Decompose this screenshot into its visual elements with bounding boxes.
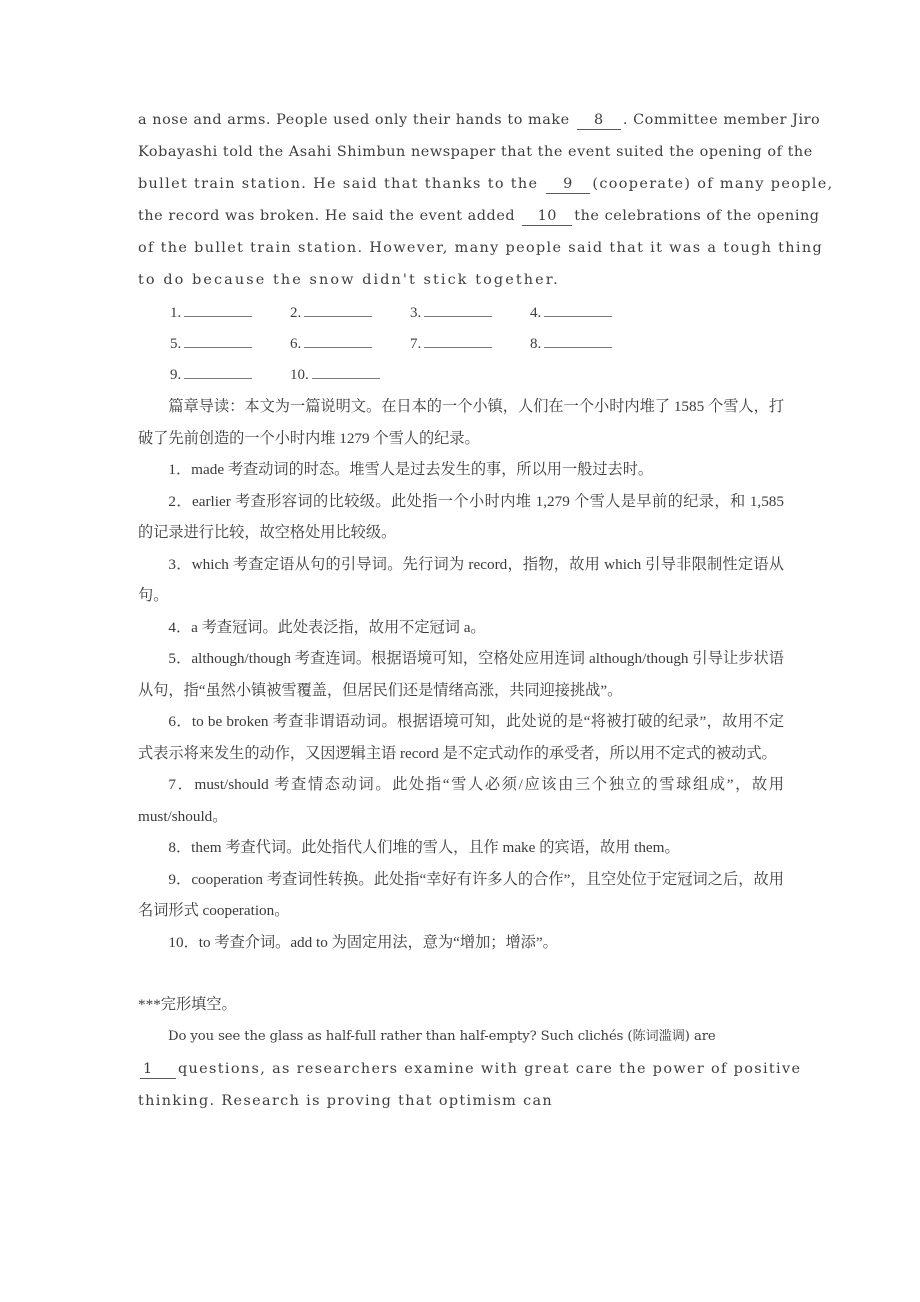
text-line [138, 1085, 784, 1117]
passage-block [138, 104, 834, 296]
explanation-item-5: 5．although/though 考查连词。根据语境可知，空格处应用连词 although/though 引导让步状语从句，指“虽然小镇被雪覆盖，但居民们还是情绪高涨，共同迎接挑战”。 [138, 650, 784, 699]
text-line [138, 1053, 802, 1085]
line-text: the record was broken. He said the event added [138, 208, 516, 224]
answer-blank-rule[interactable] [184, 334, 252, 348]
answer-blank-rule[interactable] [304, 303, 372, 317]
answer-blank-7[interactable] [410, 329, 492, 360]
text-line [138, 136, 813, 168]
fill-in-blank-9[interactable]: 9 [546, 175, 590, 194]
explanation-item-4: 4．a 考查冠词。此处表泛指，故用不定冠词 a。 [168, 618, 486, 636]
document-page [138, 104, 834, 1117]
answer-blank-rule[interactable] [544, 303, 612, 317]
text-line [138, 232, 824, 264]
line-text: the celebrations of the opening [574, 208, 820, 224]
answer-blank-4[interactable] [530, 298, 612, 329]
answer-blank-number: 4. [530, 305, 542, 321]
answer-blank-row [138, 360, 784, 391]
explanation-item-1: 1．made 考查动词的时态。堆雪人是过去发生的事，所以用一般过去时。 [168, 461, 654, 478]
text-line [138, 168, 834, 200]
line-text: . Committee member Jiro [622, 112, 821, 128]
answer-blank-10[interactable] [290, 360, 380, 391]
answer-blank-number: 1. [170, 305, 182, 321]
fill-in-blank-8[interactable]: 8 [577, 111, 621, 130]
line-text: Kobayashi told the Asahi Shimbun newspaper that the event suited the opening of the [138, 144, 813, 160]
cloze-section-heading: ***完形填空。 [138, 996, 237, 1013]
answer-blank-number: 3. [410, 305, 422, 321]
answer-blank-number: 9. [170, 367, 182, 383]
explanation-block [138, 391, 784, 958]
explanation-item-8: 8．them 考查代词。此处指代人们堆的雪人，且作 make 的宾语，故用 them。 [168, 839, 680, 856]
line-text: (cooperate) of many people, [592, 176, 834, 192]
line-text: thinking. Research is proving that optimism can [138, 1092, 554, 1109]
answer-blank-rule[interactable] [184, 365, 252, 379]
answer-blank-number: 10. [290, 367, 309, 383]
answer-blank-number: 7. [410, 336, 422, 352]
cloze-block [138, 1021, 802, 1117]
section-spacer [138, 958, 784, 989]
fill-in-blank-10[interactable]: 10 [522, 207, 572, 226]
answer-blank-rule[interactable] [424, 303, 492, 317]
line-text: of the bullet train station. However, many people said that it was a tough thing [138, 240, 824, 256]
answer-blank-1[interactable] [170, 298, 252, 329]
answer-blank-rule[interactable] [424, 334, 492, 348]
answer-blank-row [138, 298, 784, 329]
line-text: to do because the snow didn't stick together. [138, 272, 560, 288]
text-line [138, 1021, 784, 1053]
text-line [138, 104, 821, 136]
fill-in-blank-1[interactable]: 1 [140, 1060, 176, 1079]
answer-blank-rule[interactable] [544, 334, 612, 348]
answer-blank-2[interactable] [290, 298, 372, 329]
explanation-item-2: 2．earlier 考查形容词的比较级。此处指一个小时内堆 1,279 个雪人是早前的纪录，和 1,585 的记录进行比较，故空格处用比较级。 [138, 492, 784, 541]
answer-blank-rule[interactable] [312, 365, 380, 379]
answer-blank-6[interactable] [290, 329, 372, 360]
line-text: questions, as researchers examine with great care the power of positive [178, 1060, 802, 1077]
text-line [138, 264, 784, 296]
line-text: Do you see the glass as half-full rather than half-empty? Such clichés (陈词滥调) are [168, 1028, 716, 1044]
explanation-item-6: 6．to be broken 考查非谓语动词。根据语境可知，此处说的是“将被打破的纪录”，故用不定式表示将来发生的动作，又因逻辑主语 record 是不定式动作的承受者，所以用不定式的被动式。 [138, 713, 784, 762]
answer-blank-number: 6. [290, 336, 302, 352]
answer-blank-8[interactable] [530, 329, 612, 360]
answer-blank-row [138, 329, 784, 360]
answer-blank-9[interactable] [170, 360, 252, 391]
line-text: bullet train station. He said that thanks to the [138, 176, 539, 192]
explanation-item-3: 3．which 考查定语从句的引导词。先行词为 record，指物，故用 which 引导非限制性定语从句。 [138, 555, 784, 604]
explanation-intro: 篇章导读：本文为一篇说明文。在日本的一个小镇，人们在一个小时内堆了 1585 个雪人，打破了先前创造的一个小时内堆 1279 个雪人的纪录。 [138, 398, 784, 447]
answer-blank-grid [138, 298, 784, 391]
answer-blank-number: 8. [530, 336, 542, 352]
explanation-item-7: 7．must/should 考查情态动词。此处指“雪人必须/应该由三个独立的雪球组成”，故用 must/should。 [138, 776, 784, 825]
answer-blank-5[interactable] [170, 329, 252, 360]
answer-blank-3[interactable] [410, 298, 492, 329]
text-line [138, 200, 820, 232]
explanation-item-9: 9．cooperation 考查词性转换。此处指“幸好有许多人的合作”，且空处位于定冠词之后，故用名词形式 cooperation。 [138, 870, 784, 919]
answer-blank-number: 2. [290, 305, 302, 321]
answer-blank-rule[interactable] [304, 334, 372, 348]
answer-blank-rule[interactable] [184, 303, 252, 317]
line-text: a nose and arms. People used only their hands to make [138, 112, 570, 128]
answer-blank-number: 5. [170, 336, 182, 352]
explanation-item-10: 10．to 考查介词。add to 为固定用法，意为“增加；增添”。 [168, 933, 558, 951]
